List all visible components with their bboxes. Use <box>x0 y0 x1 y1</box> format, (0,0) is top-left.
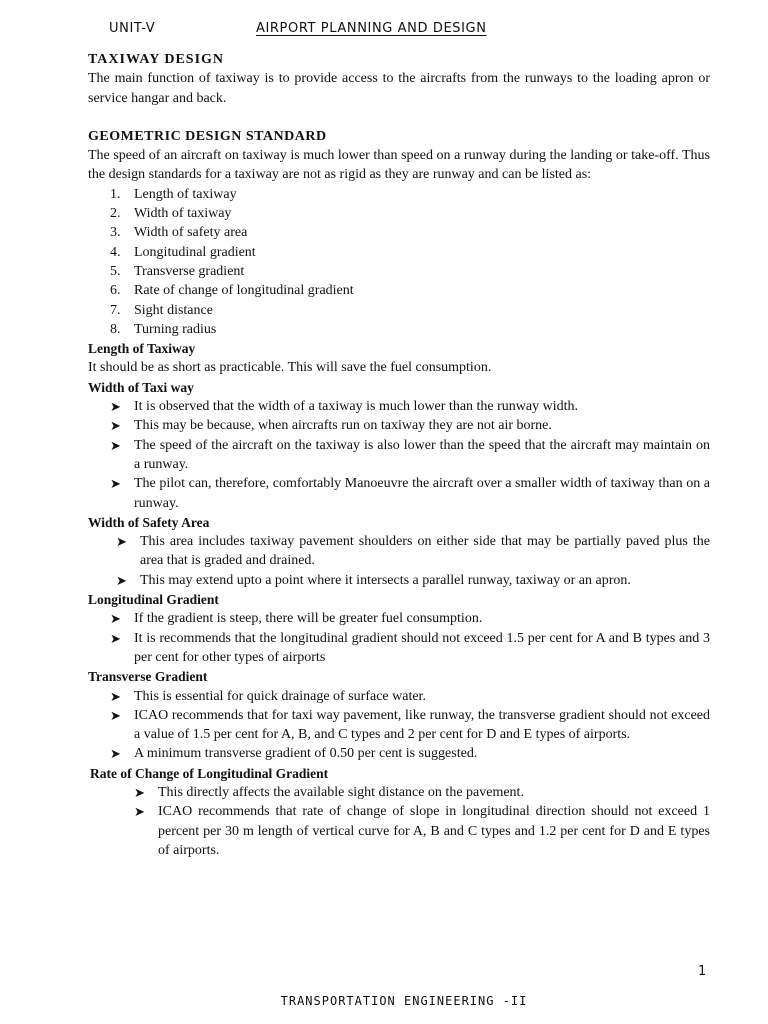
list-item: ➤ It is observed that the width of a taxiway is much lower than the runway width. <box>88 397 710 416</box>
arrow-bullet-icon: ➤ <box>110 418 121 434</box>
longitudinal-bullets <box>88 609 710 667</box>
arrow-bullet-icon: ➤ <box>110 399 121 415</box>
list-item: ➤ This may be because, when aircrafts run on taxiway they are not air borne. <box>88 416 710 435</box>
section-heading-transverse: Transverse Gradient <box>88 669 208 685</box>
list-item: ➤ The speed of the aircraft on the taxiway is also lower than the speed that the aircraft may maintain on a runway. <box>110 437 710 472</box>
section-heading-taxiway-design: TAXIWAY DESIGN <box>88 52 225 67</box>
list-item: ➤ It is recommends that the longitudinal gradient should not exceed 1.5 per cent for A and B types and 3 per cent for other types of airports <box>110 630 710 665</box>
list-item: 7. Sight distance <box>110 302 213 318</box>
page-footer: TRANSPORTATION ENGINEERING -II <box>280 994 528 1008</box>
arrow-bullet-icon: ➤ <box>110 688 121 704</box>
unit-label: UNIT-V <box>109 21 156 36</box>
arrow-bullet-icon: ➤ <box>110 707 121 723</box>
page-number: 1 <box>698 964 707 979</box>
section-heading-rate: Rate of Change of Longitudinal Gradient <box>90 765 329 781</box>
section-heading-longitudinal: Longitudinal Gradient <box>88 592 219 608</box>
list-item: ➤ A minimum transverse gradient of 0.50 per cent is suggested. <box>88 744 710 763</box>
taxiway-design-text: The main function of taxiway is to provide access to the aircrafts from the runways to the loading apron or service hangar and back. <box>88 71 710 106</box>
list-item: 1. Length of taxiway <box>110 186 237 202</box>
list-item: ➤ ICAO recommends that rate of change of slope in longitudinal direction should not exceed 1 percent per 30 m length of vertical curve for A, B and C types and 1.2 per cent for D and E types of airports. <box>134 804 710 858</box>
arrow-bullet-icon: ➤ <box>110 476 121 492</box>
list-item: ➤ This is essential for quick drainage of surface water. <box>88 687 710 706</box>
section-heading-geometric: GEOMETRIC DESIGN STANDARD <box>88 128 327 144</box>
geometric-text: The speed of an aircraft on taxiway is much lower than speed on a runway during the landing or take-off. Thus the design standards for a taxiway are not as rigid as they are runway and can be listed as: <box>88 148 710 183</box>
list-item: 8. Turning radius <box>110 321 217 337</box>
section-heading-width: Width of Taxi way <box>88 379 194 395</box>
width-bullets <box>88 397 710 513</box>
list-item: 5. Transverse gradient <box>110 263 245 279</box>
list-item: ➤ This area includes taxiway pavement shoulders on either side that may be partially paved plus the area that is graded and drained. <box>116 534 710 569</box>
list-item: 2. Width of taxiway <box>110 206 232 222</box>
arrow-bullet-icon: ➤ <box>110 746 121 762</box>
length-text: It should be as short as practicable. This will save the fuel consumption. <box>88 360 492 376</box>
arrow-bullet-icon: ➤ <box>116 534 127 550</box>
arrow-bullet-icon: ➤ <box>134 784 145 800</box>
arrow-bullet-icon: ➤ <box>134 804 145 820</box>
list-item: ➤ The pilot can, therefore, comfortably Manoeuvre the aircraft over a smaller width of taxiway than on a runway. <box>110 476 710 511</box>
arrow-bullet-icon: ➤ <box>110 437 121 453</box>
page-header <box>0 20 768 42</box>
list-item: ➤ This may extend upto a point where it intersects a parallel runway, taxiway or an apron. <box>88 571 710 590</box>
rate-bullets <box>88 783 710 860</box>
list-item: 6. Rate of change of longitudinal gradient <box>110 283 354 299</box>
document-body <box>88 50 710 860</box>
arrow-bullet-icon: ➤ <box>110 630 121 646</box>
header-title: AIRPORT PLANNING AND DESIGN <box>256 21 487 36</box>
arrow-bullet-icon: ➤ <box>116 572 127 588</box>
list-item: 3. Width of safety area <box>110 225 248 241</box>
section-heading-length: Length of Taxiway <box>88 341 196 357</box>
list-item: ➤ This directly affects the available sight distance on the pavement. <box>88 783 710 802</box>
design-standards-list <box>88 185 710 339</box>
transverse-bullets <box>88 687 710 764</box>
list-item: ➤ ICAO recommends that for taxi way pavement, like runway, the transverse gradient should not exceed a value of 1.5 per cent for A, B, and C types and 2 per cent for D and E types of airports. <box>110 707 710 743</box>
arrow-bullet-icon: ➤ <box>110 611 121 627</box>
list-item: ➤ If the gradient is steep, there will be greater fuel consumption. <box>88 609 710 628</box>
list-item: 4. Longitudinal gradient <box>110 244 256 260</box>
section-heading-safety: Width of Safety Area <box>88 514 210 530</box>
safety-bullets <box>88 532 710 590</box>
